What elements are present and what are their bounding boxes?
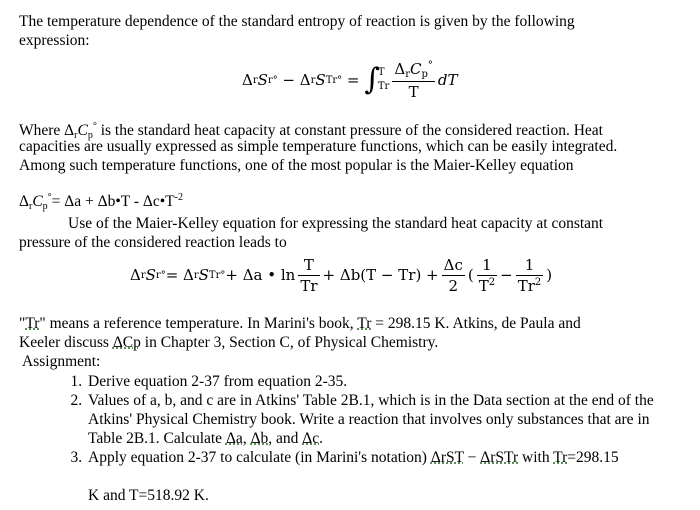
assignment-item-1: 1. Derive equation 2-37 from equation 2-35. bbox=[86, 372, 686, 391]
where-line-2: capacities are usually expressed as simple temperature functions, which can be easily integrated. bbox=[19, 138, 618, 155]
integral-sign: ∫ bbox=[364, 62, 380, 97]
fraction-dc-over-2: $\frac{\Delta c}{2}$ bbox=[443, 255, 463, 295]
eq1-lhs-symbol: Δ bbox=[242, 71, 253, 89]
intro-line-2: expression: bbox=[19, 32, 90, 49]
use-line-1: Use of the Maier-Kelley equation for expressing the standard heat capacity at constant bbox=[68, 215, 604, 232]
equation-2-37: Δ r S r ° = Δ r S Tr ° + Δa • ln $\frac{T}{Tr}$ + Δb(T − Tr) + $\frac{\Delta c}{2}$ ( $\frac{1}{T^2}$ − $\frac{1}{Tr^2}$ ) bbox=[130, 255, 553, 295]
differential-dt: dT bbox=[437, 71, 458, 89]
fraction-1-over-t2: $\frac{1}{T^2}$ bbox=[478, 255, 496, 295]
assignment-heading: Assignment: bbox=[22, 353, 101, 370]
fraction-1-over-tr2: $\frac{1}{Tr^2}$ bbox=[517, 255, 542, 295]
maier-kelley-equation: $\Delta_rC_p^\circ= \Delta a$ + Δb•T - $\Delta c•T^{-2}$ bbox=[19, 192, 183, 212]
use-line-2: pressure of the considered reaction leads to bbox=[19, 234, 287, 251]
integrand-fraction: $\frac{\Delta_rC_p^\circ}{T}$ bbox=[394, 59, 433, 101]
fraction-t-over-tr: $\frac{T}{Tr}$ bbox=[300, 255, 318, 295]
where-line-3: Among such temperature functions, one of the most popular is the Maier-Kelley equation bbox=[19, 157, 574, 174]
assignment-item-2: 2. Values of a, b, and c are in Atkins' Table 2B.1, which is in the Data section at the end of the Atkins' Physical Chemistry book. Write a reaction that involves only substances that are in Table 2B.1. Calculate Δa, Δb, and Δc. bbox=[86, 391, 686, 448]
equation-entropy-integral: Δ r S r ° − Δ r S Tr ° = ∫ T Tr $\frac{\Delta_rC_p^\circ}{T}$ dT bbox=[242, 59, 458, 101]
intro-line-1: The temperature dependence of the standard entropy of reaction is given by the following bbox=[19, 13, 575, 30]
integral-upper-limit: T bbox=[377, 67, 385, 78]
integrand-denominator: T bbox=[408, 82, 419, 101]
note-line-2: Keeler discuss ΔCp in Chapter 3, Section C, of Physical Chemistry. bbox=[19, 334, 439, 351]
assignment-list bbox=[68, 372, 686, 505]
where-line-1: Where $\Delta_rC_p^\circ$ is the standard heat capacity at constant pressure of the considered reaction. Heat bbox=[19, 121, 603, 141]
assignment-item-3: 3. Apply equation 2-37 to calculate (in Marini's notation) ΔrST − ΔrSTr with Tr=298.15 K and T=518.92 K. bbox=[86, 448, 686, 505]
note-line-1: "Tr" means a reference temperature. In Marini's book, Tr = 298.15 K. Atkins, de Paula and bbox=[19, 315, 581, 332]
integral-lower-limit: Tr bbox=[377, 81, 390, 92]
